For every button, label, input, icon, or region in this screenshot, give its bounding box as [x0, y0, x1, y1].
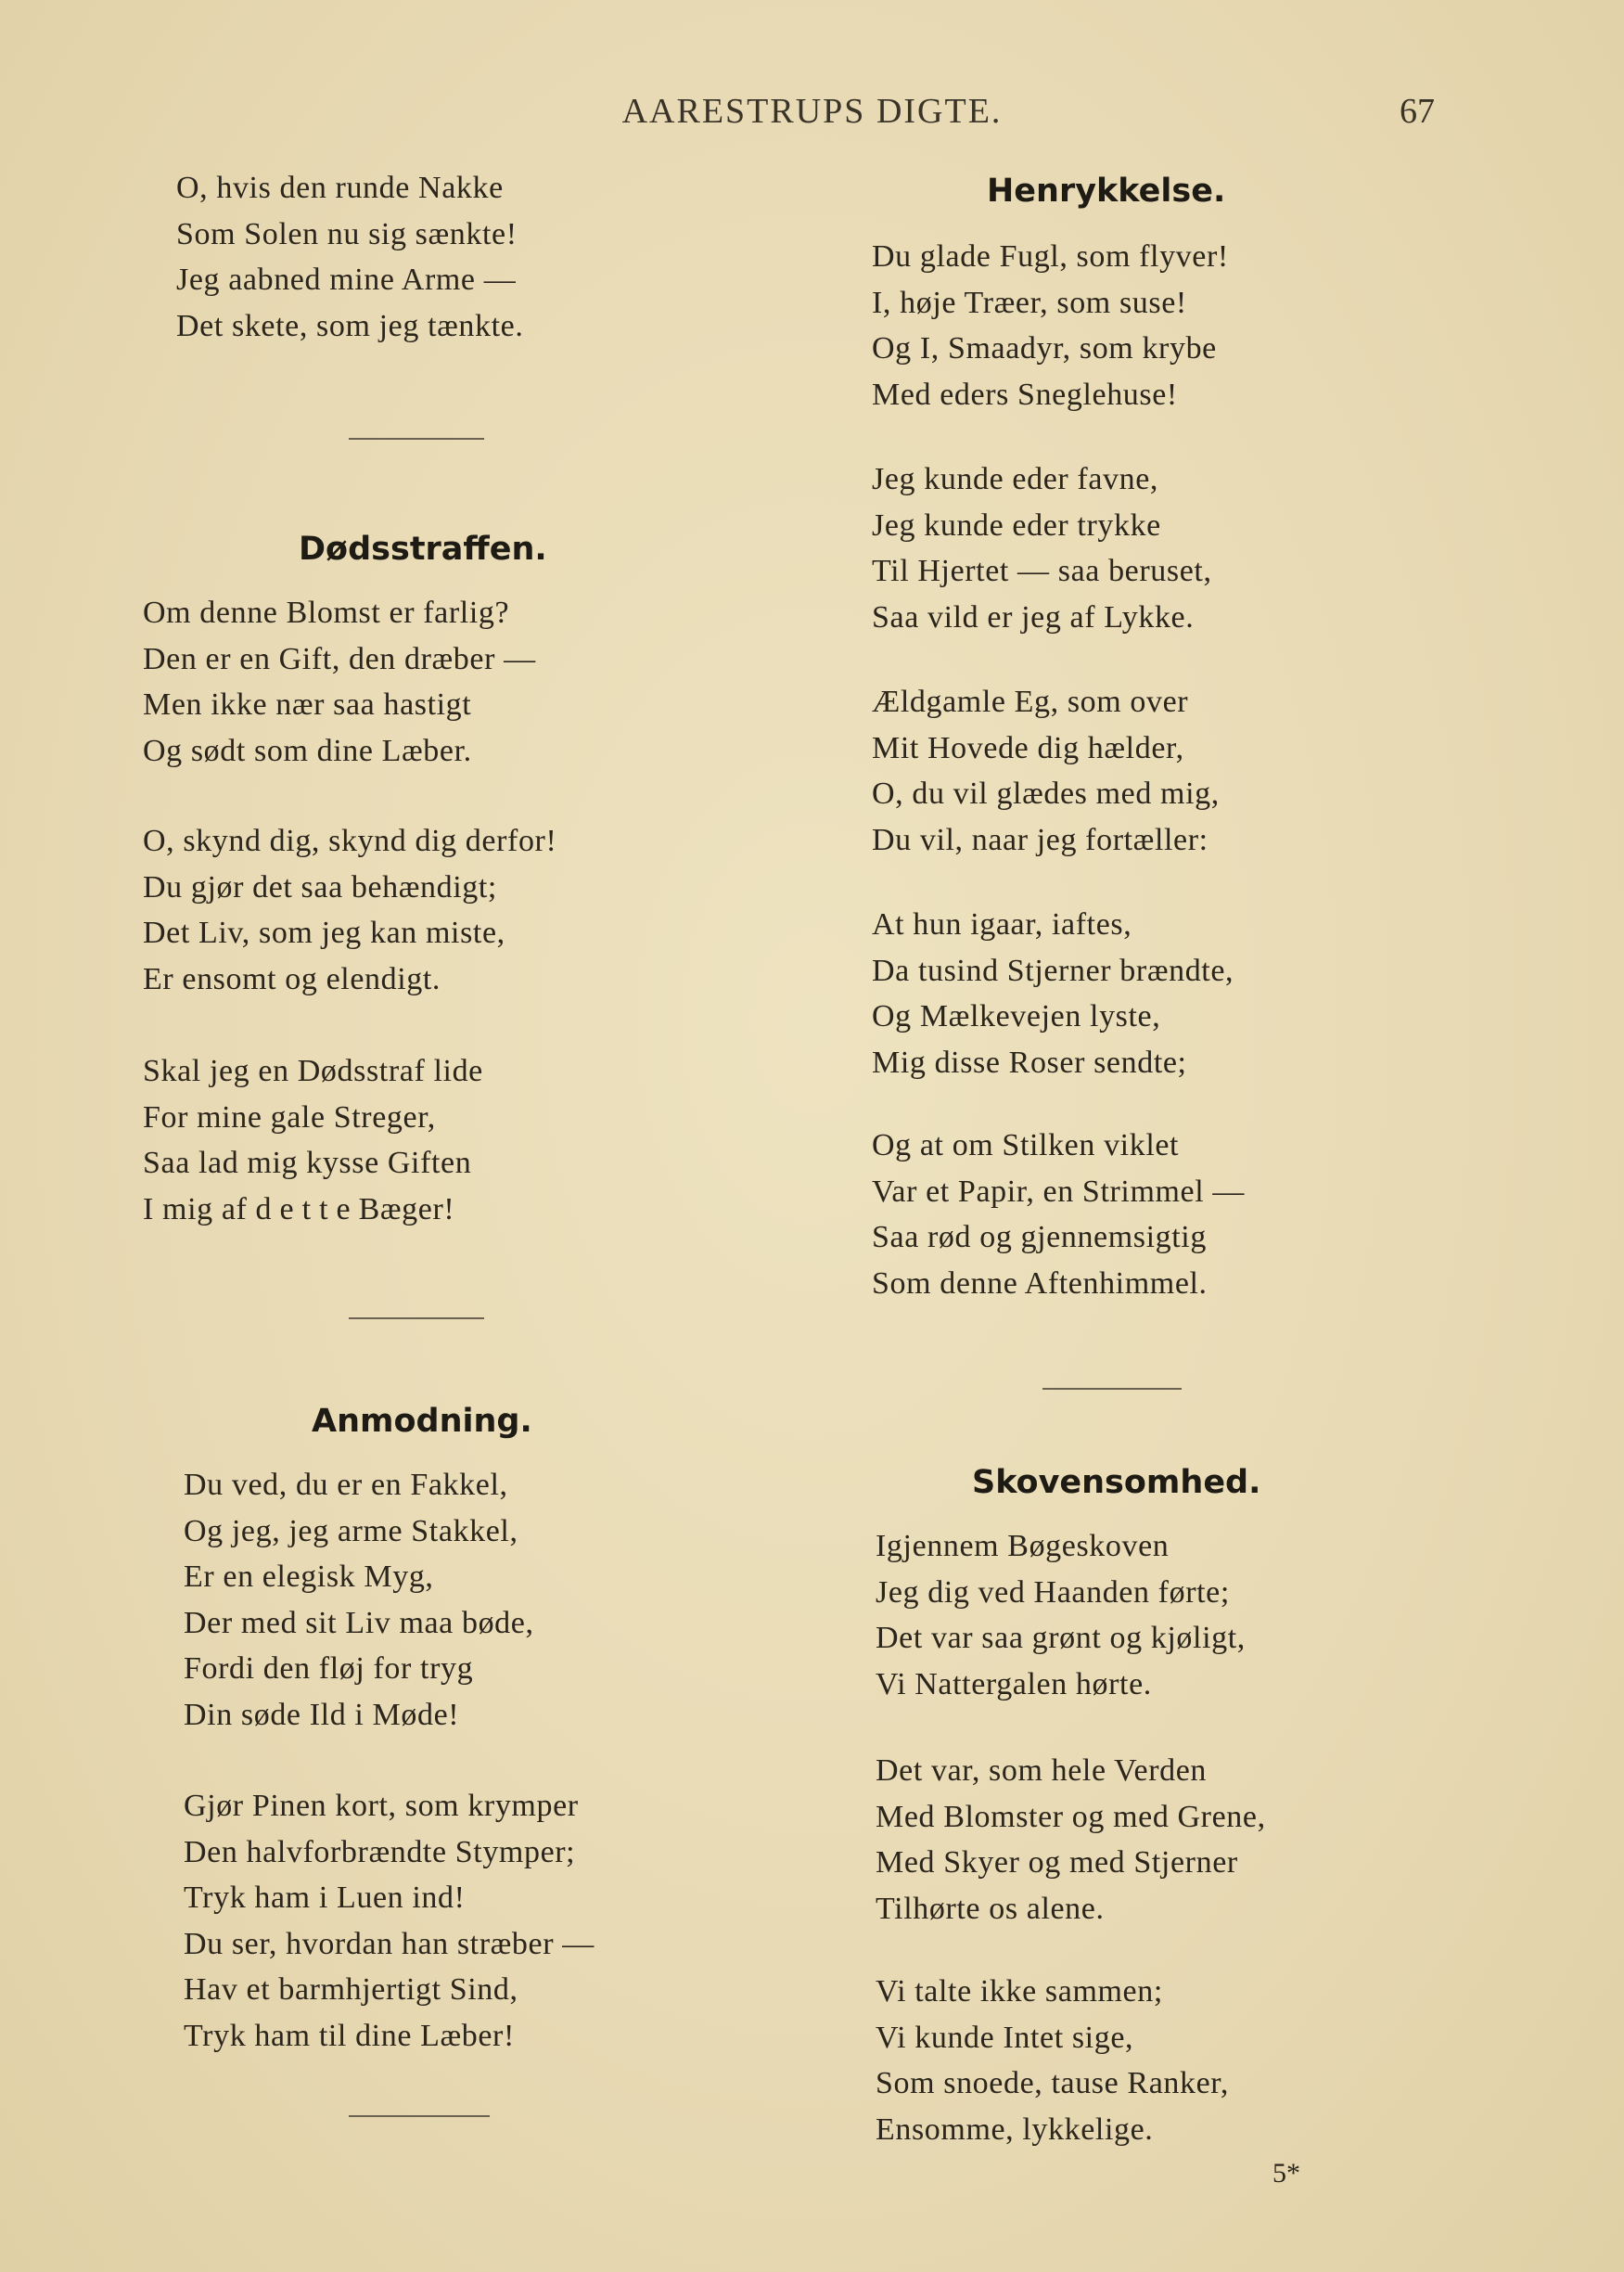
verse-line: Med eders Sneglehuse! — [872, 377, 1178, 412]
verse-line: Hav et barmhjertigt Sind, — [184, 1972, 518, 2007]
verse-line: Som denne Aftenhimmel. — [872, 1265, 1208, 1301]
verse-line: Er en elegisk Myg, — [184, 1560, 434, 1594]
running-title: AARESTRUPS DIGTE. — [621, 92, 1003, 131]
stanza — [143, 1048, 483, 1232]
verse-line: Med Blomster og med Grene, — [876, 1799, 1266, 1834]
verse-line: Jeg dig ved Haanden førte; — [876, 1574, 1230, 1610]
stanza — [143, 590, 536, 774]
stanza — [184, 1462, 534, 1738]
verse-line: Gjør Pinen kort, som krymper — [184, 1789, 579, 1823]
verse-line: Det skete, som jeg tænkte. — [176, 308, 524, 343]
running-header — [0, 91, 1624, 137]
verse-line: Og jeg, jeg arme Stakkel, — [184, 1513, 518, 1548]
verse-line: Til Hjertet — saa beruset, — [872, 554, 1212, 588]
poem-title-anmodning: Anmodning. — [312, 1403, 532, 1440]
verse-line: Du vil, naar jeg fortæller: — [872, 822, 1208, 857]
stanza — [872, 234, 1229, 417]
verse-line: Saa rød og gjennemsigtig — [872, 1220, 1207, 1254]
verse-line: Den halvforbrændte Stymper; — [184, 1834, 576, 1869]
section-divider — [1042, 1388, 1182, 1390]
verse-line: Saa lad mig kysse Giften — [143, 1146, 472, 1180]
verse-line: For mine gale Streger, — [143, 1099, 436, 1135]
verse-line: Skal jeg en Dødsstraf lide — [143, 1054, 483, 1088]
verse-line — [143, 1187, 483, 1233]
poem-title-dodsstraffen: Dødsstraffen. — [299, 531, 547, 568]
verse-line: Om denne Blomst er farlig? — [143, 596, 510, 630]
page-number: 67 — [1400, 92, 1435, 131]
verse-line: Det Liv, som jeg kan miste, — [143, 916, 505, 950]
verse-line: O, hvis den runde Nakke — [176, 171, 504, 205]
verse-line: Og I, Smaadyr, som krybe — [872, 331, 1217, 366]
verse-line: I, høje Træer, som suse! — [872, 285, 1187, 320]
stanza — [143, 818, 556, 1002]
verse-line: Og Mælkevejen lyste, — [872, 999, 1161, 1033]
verse-line: Var et Papir, en Strimmel — — [872, 1174, 1245, 1209]
verse-line: Tilhørte os alene. — [876, 1891, 1105, 1926]
stanza — [876, 1969, 1229, 2152]
verse-line: Saa vild er jeg af Lykke. — [872, 599, 1195, 635]
verse-line: Er ensomt og elendigt. — [143, 961, 441, 996]
verse-line: Det var, som hele Verden — [876, 1753, 1208, 1788]
verse-line: Fordi den fløj for tryg — [184, 1651, 474, 1686]
verse-line: Med Skyer og med Stjerner — [876, 1845, 1238, 1880]
verse-line: Og sødt som dine Læber. — [143, 733, 472, 768]
verse-line: Du ser, hvordan han stræber — — [184, 1926, 595, 1961]
verse-line: Vi kunde Intet sige, — [876, 2020, 1134, 2055]
verse-line: Og at om Stilken viklet — [872, 1128, 1180, 1162]
verse-line: Vi Nattergalen hørte. — [876, 1666, 1152, 1701]
stanza — [872, 456, 1212, 640]
verse-line: Vi talte ikke sammen; — [876, 1974, 1163, 2009]
stanza — [872, 1123, 1245, 1306]
verse-line: Du ved, du er en Fakkel, — [184, 1468, 508, 1502]
section-divider — [349, 2115, 490, 2117]
intro-stanza — [176, 165, 523, 349]
verse-line: Som snoede, tause Ranker, — [876, 2066, 1229, 2100]
verse-line: Mig disse Roser sendte; — [872, 1045, 1187, 1080]
verse-line: O, du vil glædes med mig, — [872, 777, 1220, 811]
verse-line: Tryk ham i Luen ind! — [184, 1880, 466, 1915]
stanza — [872, 679, 1220, 863]
section-divider — [349, 1317, 484, 1319]
verse-line: Jeg kunde eder favne, — [872, 462, 1159, 496]
verse-line: Den er en Gift, den dræber — — [143, 641, 536, 676]
verse-line: Jeg kunde eder trykke — [872, 507, 1161, 543]
verse-line: Der med sit Liv maa bøde, — [184, 1605, 534, 1640]
verse-line: Ældgamle Eg, som over — [872, 685, 1189, 719]
verse-line: Jeg aabned mine Arme — — [176, 263, 517, 297]
verse-line: Din søde Ild i Møde! — [184, 1697, 460, 1732]
printer-signature: 5* — [1272, 2158, 1300, 2189]
section-divider — [349, 438, 484, 440]
stanza — [184, 1783, 595, 2059]
stanza — [872, 902, 1234, 1085]
verse-line: O, skynd dig, skynd dig derfor! — [143, 824, 557, 858]
stanza — [876, 1748, 1266, 1932]
emphasized-word: dette — [255, 1191, 359, 1226]
verse-line: Ensomme, lykkelige. — [876, 2112, 1154, 2147]
verse-fragment: Bæger! — [358, 1191, 455, 1226]
poem-title-skovensomhed: Skovensomhed. — [972, 1464, 1261, 1501]
verse-line: Men ikke nær saa hastigt — [143, 687, 472, 722]
verse-line: Det var saa grønt og kjøligt, — [876, 1621, 1246, 1655]
verse-line: Da tusind Stjerner brændte, — [872, 953, 1234, 988]
verse-line: Du glade Fugl, som flyver! — [872, 239, 1229, 274]
verse-line: Mit Hovede dig hælder, — [872, 730, 1184, 765]
verse-line: Som Solen nu sig sænkte! — [176, 216, 518, 251]
verse-line: At hun igaar, iaftes, — [872, 907, 1132, 942]
poem-title-henrykkelse: Henrykkelse. — [987, 173, 1226, 210]
stanza — [876, 1523, 1246, 1707]
verse-line: Du gjør det saa behændigt; — [143, 869, 497, 905]
verse-line: Tryk ham til dine Læber! — [184, 2018, 515, 2053]
verse-line: Igjennem Bøgeskoven — [876, 1529, 1170, 1563]
verse-fragment: I mig af — [143, 1191, 248, 1226]
